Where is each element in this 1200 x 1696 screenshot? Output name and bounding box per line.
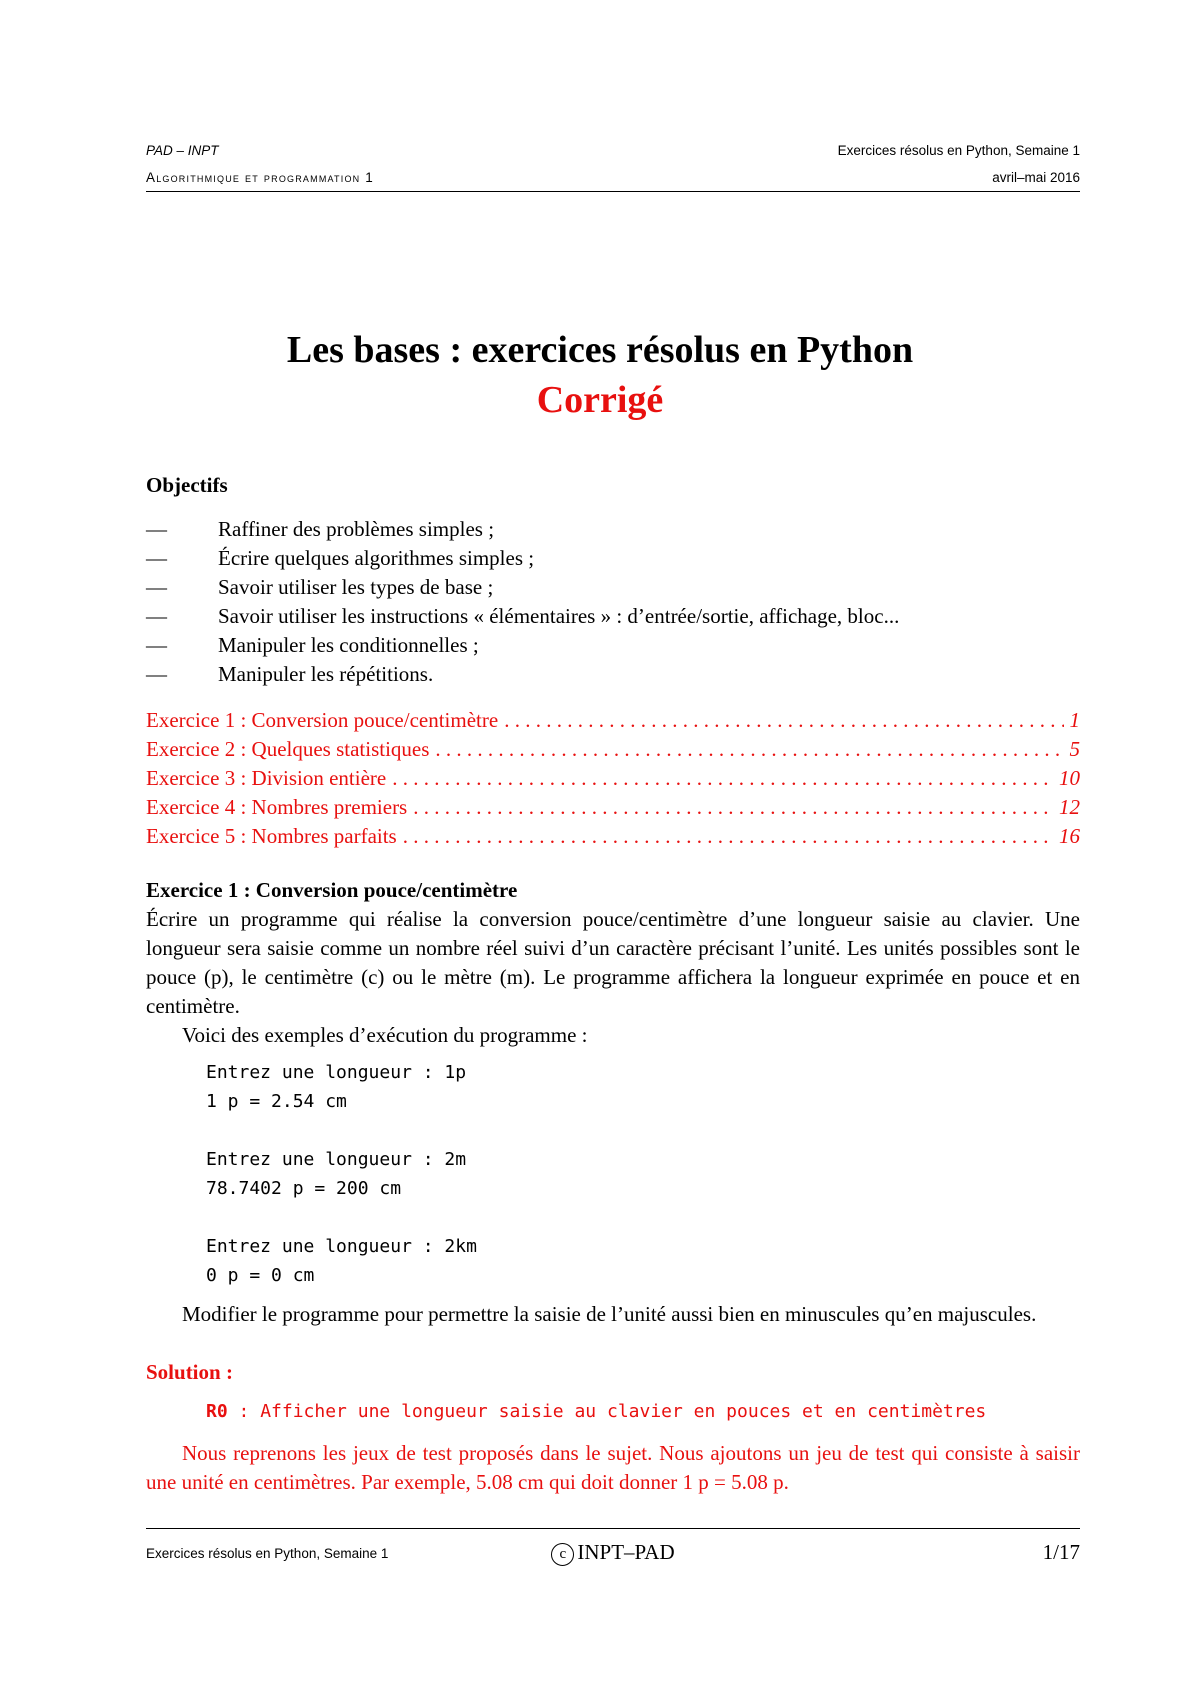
- list-dash: —: [146, 575, 167, 599]
- objective-item: — Savoir utiliser les instructions « élémentaires » : d’entrée/sortie, affichage, bloc...: [146, 602, 899, 631]
- page-title: Les bases : exercices résolus en Python: [286, 329, 914, 371]
- list-dash: —: [146, 517, 167, 541]
- solution-paragraph: Nous reprenons les jeux de test proposés dans le sujet. Nous ajoutons un jeu de test qui consiste à saisir une unité en centimètres. Par exemple, 5.08 cm qui doit donner 1 p = 5.08 p.: [146, 1441, 1080, 1494]
- refinement-r0: [206, 1397, 986, 1426]
- code-line: Entrez une longueur : 2km: [206, 1236, 477, 1257]
- code-line: Entrez une longueur : 1p: [206, 1062, 467, 1083]
- objective-item: — Savoir utiliser les types de base ;: [146, 573, 899, 602]
- code-line: [206, 1116, 477, 1145]
- code-line: 0 p = 0 cm: [206, 1265, 315, 1286]
- toc-link-exercise-1[interactable]: Exercice 1 : Conversion pouce/centimètre . . . 1: [146, 706, 1080, 735]
- list-dash: —: [146, 633, 167, 657]
- page-number: 1/17: [1042, 1540, 1080, 1564]
- objective-item: — Écrire quelques algorithmes simples ;: [146, 544, 899, 573]
- objective-item: — Manipuler les conditionnelles ;: [146, 631, 899, 660]
- example-output-block: [206, 1058, 477, 1290]
- footer-rule: [146, 1528, 1080, 1529]
- code-line: [206, 1203, 477, 1232]
- toc-link-exercise-2[interactable]: Exercice 2 : Quelques statistiques . . . 5: [146, 735, 1080, 764]
- footer-document-title: Exercices résolus en Python, Semaine 1: [146, 1546, 389, 1561]
- list-dash: —: [146, 546, 167, 570]
- footer-copyright: [146, 1540, 1080, 1566]
- toc-link-exercise-5[interactable]: Exercice 5 : Nombres parfaits . . . 16: [146, 822, 1080, 851]
- code-line: 1 p = 2.54 cm: [206, 1091, 347, 1112]
- copyright-icon: c: [551, 1543, 574, 1566]
- objectives-heading: Objectifs: [146, 473, 228, 497]
- solution-label: Solution :: [146, 1360, 233, 1384]
- code-line: 78.7402 p = 200 cm: [206, 1178, 402, 1199]
- exercise-1-heading: Exercice 1 : Conversion pouce/centimètre: [146, 878, 518, 902]
- objectives-list: [146, 515, 899, 689]
- toc-link-exercise-3[interactable]: Exercice 3 : Division entière . . . 10: [146, 764, 1080, 793]
- objective-item: — Manipuler les répétitions.: [146, 660, 899, 689]
- header-document-title: Exercices résolus en Python, Semaine 1: [837, 143, 1080, 158]
- exercise-1-statement: Écrire un programme qui réalise la conversion pouce/centimètre d’une longueur saisie au clavier. Une longueur sera saisie comme un nombre réel suivi d’un caractère précisant l’unité. Les unités possibles sont le pouce (p), le centimètre (c) ou le mètre (m). Le programme affichera la longueur exprimée en pouce et en centimètre.: [146, 907, 1080, 1018]
- page-subtitle: Corrigé: [536, 379, 664, 421]
- examples-intro: Voici des exemples d’exécution du programme :: [182, 1023, 588, 1047]
- header-date: avril–mai 2016: [992, 170, 1080, 185]
- r0-label: R0: [206, 1401, 228, 1422]
- footer-owner: INPT–PAD: [577, 1540, 675, 1564]
- modify-instruction: Modifier le programme pour permettre la saisie de l’unité aussi bien en minuscules qu’en majuscules.: [182, 1302, 1037, 1326]
- r0-text: : Afficher une longueur saisie au clavier en pouces et en centimètres: [227, 1401, 987, 1422]
- table-of-contents: [146, 706, 1080, 851]
- running-header-bottom: [146, 170, 1080, 185]
- list-dash: —: [146, 662, 167, 686]
- page-footer: [146, 1540, 1080, 1570]
- toc-link-exercise-4[interactable]: Exercice 4 : Nombres premiers . . . 12: [146, 793, 1080, 822]
- header-institution: PAD – INPT: [146, 143, 219, 158]
- running-header-top: [146, 143, 1080, 158]
- header-rule: [146, 191, 1080, 192]
- header-course: Algorithmique et programmation 1: [146, 170, 375, 185]
- objective-item: — Raffiner des problèmes simples ;: [146, 515, 899, 544]
- list-dash: —: [146, 604, 167, 628]
- code-line: Entrez une longueur : 2m: [206, 1149, 467, 1170]
